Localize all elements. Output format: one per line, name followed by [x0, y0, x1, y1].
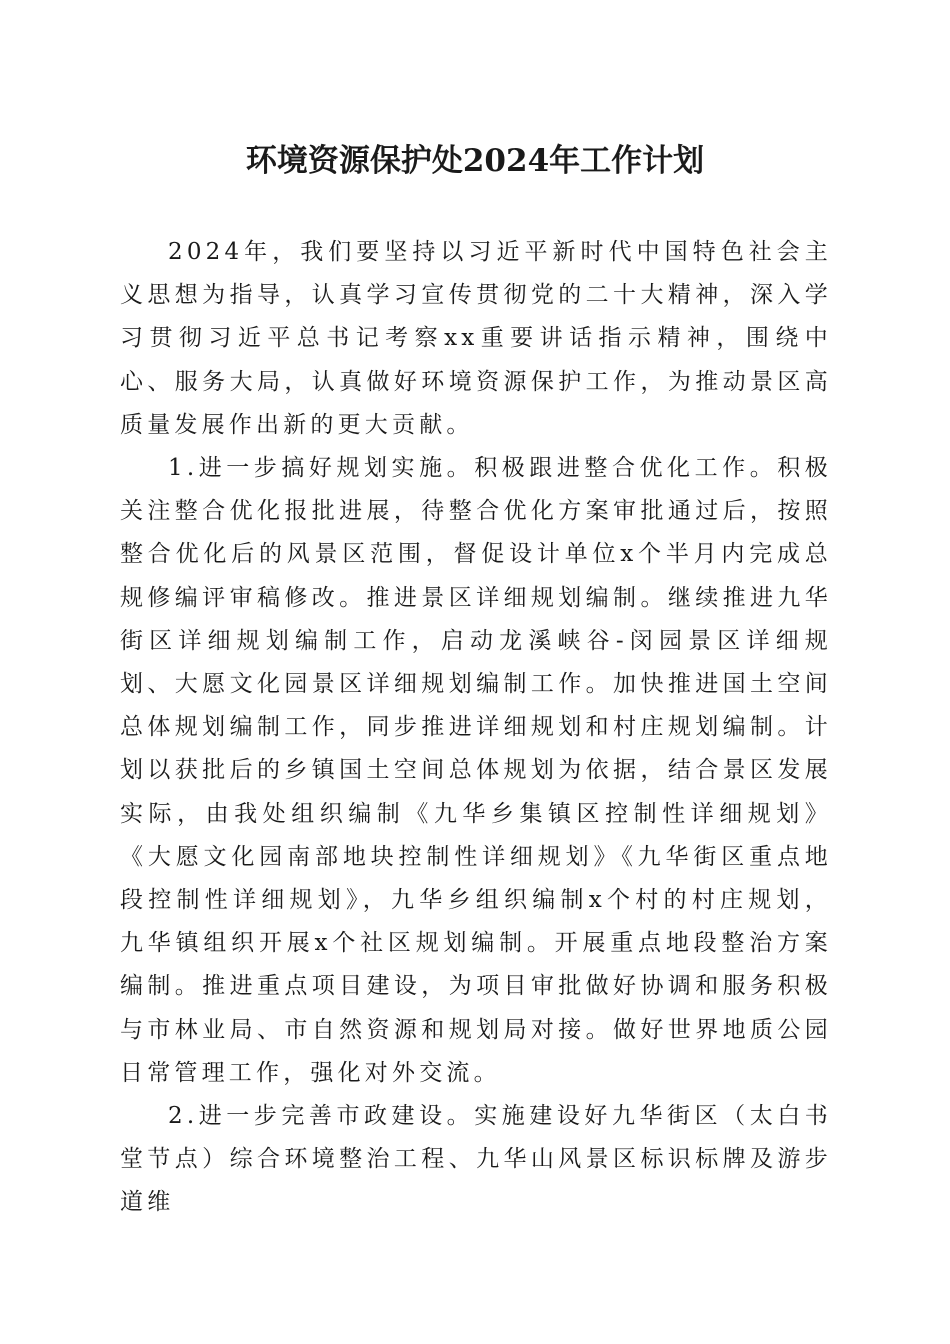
document-body [120, 231, 832, 1225]
paragraph-intro: 2024年，我们要坚持以习近平新时代中国特色社会主义思想为指导，认真学习宣传贯彻党的二十大精神，深入学习贯彻习近平总书记考察xx重要讲话指示精神，围绕中心、服务大局，认真做好环境资源保护工作，为推动景区高质量发展作出新的更大贡献。 [120, 239, 832, 438]
paragraph-municipal: 2.进一步完善市政建设。实施建设好九华街区（太白书堂节点）综合环境整治工程、九华山风景区标识标牌及游步道维 [120, 1103, 832, 1216]
paragraph-planning: 1.进一步搞好规划实施。积极跟进整合优化工作。积极关注整合优化报批进展，待整合优化方案审批通过后，按照整合优化后的风景区范围，督促设计单位x个半月内完成总规修编评审稿修改。推进景区详细规划编制。继续推进九华街区详细规划编制工作，启动龙溪峡谷-闵园景区详细规划、大愿文化园景区详细规划编制工作。加快推进国土空间总体规划编制工作，同步推进详细规划和村庄规划编制。计划以获批后的乡镇国土空间总体规划为依据，结合景区发展实际，由我处组织编制《九华乡集镇区控制性详细规划》《大愿文化园南部地块控制性详细规划》《九华街区重点地段控制性详细规划》，九华乡组织编制x个村的村庄规划，九华镇组织开展x个社区规划编制。开展重点地段整治方案编制。推进重点项目建设，为项目审批做好协调和服务积极与市林业局、市自然资源和规划局对接。做好世界地质公园日常管理工作，强化对外交流。 [120, 455, 832, 1086]
document-title: 环境资源保护处2024年工作计划 [245, 143, 705, 179]
